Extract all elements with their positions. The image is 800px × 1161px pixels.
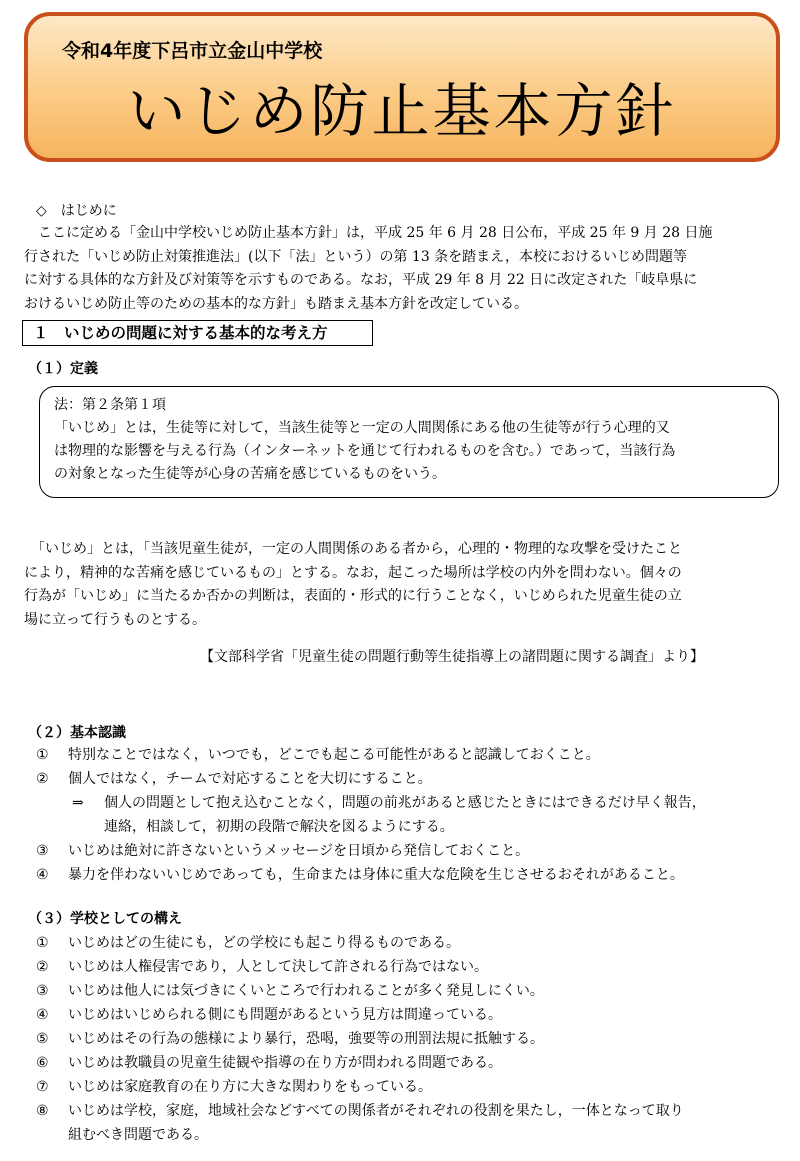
definition-line: の対象となった生徒等が心身の苦痛を感じているものをいう。 bbox=[54, 466, 446, 482]
definition-line: は物理的な影響を与える行為（インターネットを通じて行われるものを含む。）であって，当該行為 bbox=[54, 443, 676, 459]
intro-line: おけるいじめ防止等のための基本的な方針」も踏まえ基本方針を改定している。 bbox=[24, 295, 528, 312]
item-number: ② bbox=[36, 959, 49, 975]
intro-line: ここに定める「金山中学校いじめ防止基本方針」は，平成 25 年 6 月 28 日公布，平成 25 年 9 月 28 日施 bbox=[24, 225, 713, 241]
arrow-marker: ⇒ bbox=[72, 795, 84, 811]
item-text: いじめはどの生徒にも，どの学校にも起こり得るものである。 bbox=[68, 935, 460, 951]
section-heading: １ いじめの問題に対する基本的な考え方 bbox=[22, 320, 373, 346]
item-number: ⑧ bbox=[36, 1103, 49, 1119]
item-number: ② bbox=[36, 771, 49, 787]
item-number: ③ bbox=[36, 843, 49, 859]
item-text: 個人の問題として抱え込むことなく，問題の前兆があると感じたときにはできるだけ早く報告， bbox=[104, 795, 706, 811]
intro-line: に対する具体的な方針及び対策等を示すものである。なお，平成 29 年 8 月 22 日に改定された「岐阜県に bbox=[24, 272, 698, 288]
item-text: いじめは他人には気づきにくいところで行われることが多く発見しにくい。 bbox=[68, 983, 544, 999]
item-text: いじめは教職員の児童生徒観や指導の在り方が問われる問題である。 bbox=[68, 1055, 502, 1071]
recognition-heading: （２）基本認識 bbox=[28, 725, 126, 741]
definition-para-line: 場に立って行うものとする。 bbox=[24, 611, 206, 628]
definition-line: 法：第２条第１項 bbox=[54, 397, 166, 413]
item-text: いじめは絶対に許さないというメッセージを日頃から発信しておくこと。 bbox=[68, 843, 530, 859]
intro-paragraph bbox=[24, 222, 782, 316]
item-text: いじめはその行為の態様により暴行，恐喝，強要等の刑罰法規に抵触する。 bbox=[68, 1031, 544, 1047]
item-text: いじめは人権侵害であり，人として決して許される行為ではない。 bbox=[68, 959, 488, 975]
item-text: 暴力を伴わないいじめであっても，生命または身体に重大な危険を生じさせるおそれがあること。 bbox=[68, 867, 684, 883]
definition-para-line: により，精神的な苦痛を感じているもの」とする。なお，起こった場所は学校の内外を問わない。個々の bbox=[24, 564, 682, 581]
definition-heading: （１）定義 bbox=[28, 361, 98, 377]
item-number: ③ bbox=[36, 983, 49, 999]
item-number: ① bbox=[36, 747, 49, 763]
item-number: ④ bbox=[36, 867, 49, 883]
source-citation: 【文部科学省「児童生徒の問題行動等生徒指導上の諸問題に関する調査」より】 bbox=[200, 649, 704, 665]
definition-para-line: 行為が「いじめ」に当たるか否かの判断は，表面的・形式的に行うことなく，いじめられた児童生徒の立 bbox=[24, 588, 682, 604]
definition-paragraph bbox=[24, 538, 782, 632]
item-number: ⑥ bbox=[36, 1055, 49, 1071]
definition-box bbox=[39, 386, 779, 498]
page-title: いじめ防止基本方針 bbox=[127, 77, 677, 145]
item-text: いじめはいじめられる側にも問題があるという見方は間違っている。 bbox=[68, 1007, 502, 1023]
item-number: ⑤ bbox=[36, 1031, 49, 1047]
item-text: いじめは家庭教育の在り方に大きな関わりをもっている。 bbox=[68, 1079, 432, 1095]
definition-line: 「いじめ」とは，生徒等に対して，当該生徒等と一定の人間関係にある他の生徒等が行う心理的又 bbox=[54, 420, 670, 436]
item-number: ⑦ bbox=[36, 1079, 49, 1095]
item-text: 個人ではなく，チームで対応することを大切にすること。 bbox=[68, 771, 432, 787]
stance-heading: （３）学校としての構え bbox=[28, 911, 182, 927]
item-text-continuation: 組むべき問題である。 bbox=[68, 1127, 208, 1143]
definition-para-line: 「いじめ」とは，「当該児童生徒が，一定の人間関係のある者から，心理的・物理的な攻撃を受けたこと bbox=[24, 541, 682, 557]
item-text-continuation: 連絡，相談して，初期の段階で解決を図るようにする。 bbox=[104, 819, 454, 835]
intro-line: 行された「いじめ防止対策推進法」(以下「法」という）の第 13 条を踏まえ，本校におけるいじめ問題等 bbox=[24, 248, 688, 265]
school-subtitle: 令和4年度下呂市立金山中学校 bbox=[62, 40, 323, 62]
item-text: 特別なことではなく，いつでも，どこでも起こる可能性があると認識しておくこと。 bbox=[68, 747, 600, 763]
item-text: いじめは学校，家庭，地域社会などすべての関係者がそれぞれの役割を果たし，一体となって取り bbox=[68, 1103, 684, 1119]
item-number: ① bbox=[36, 935, 49, 951]
item-number: ④ bbox=[36, 1007, 49, 1023]
title-banner bbox=[24, 12, 780, 162]
intro-heading: ◇ はじめに bbox=[36, 203, 117, 219]
